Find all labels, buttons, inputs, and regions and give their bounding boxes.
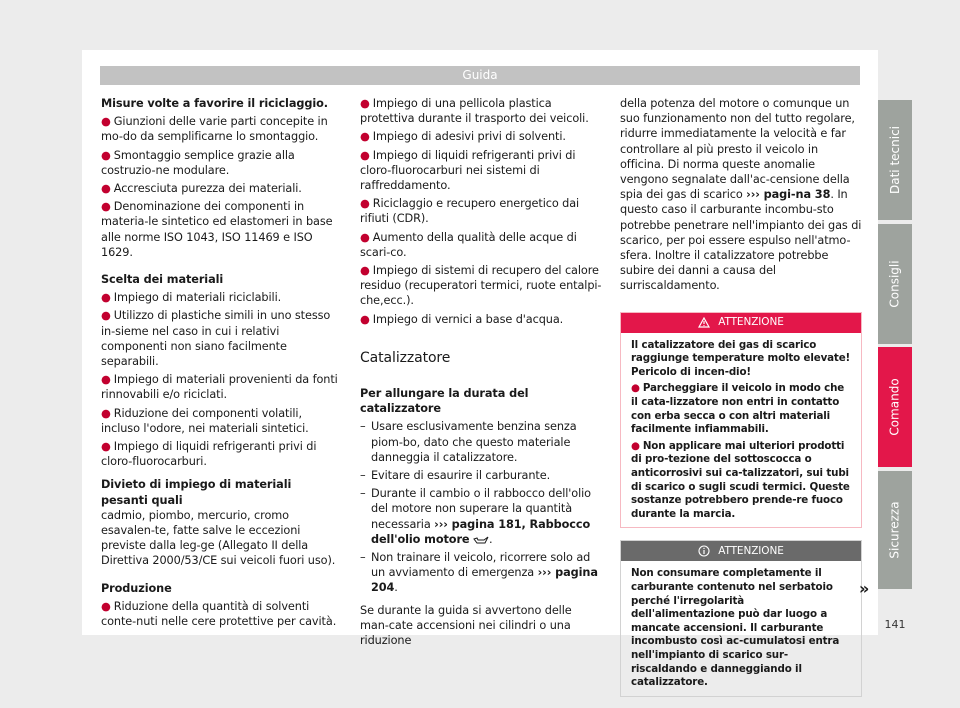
warning-box-fire: [620, 312, 862, 529]
list-item: ● Impiego di materiali provenienti da fonti rinnovabili e/o riciclati.: [101, 373, 338, 402]
heading-heavy-metals: Divieto di impiego di materiali pesanti quali: [101, 478, 292, 507]
list-item: ● Utilizzo di plastiche simili in uno stesso in-sieme nel caso in cui i relativi componenti non siano facilmente separabili.: [101, 309, 331, 369]
paragraph-misfire: Se durante la guida si avvertono delle man-cate accensioni nei cilindri o una riduzione: [360, 603, 572, 648]
tab-sicurezza[interactable]: Sicurezza: [878, 471, 912, 589]
continue-mark: »: [859, 579, 870, 598]
bullet-icon: ●: [360, 148, 370, 162]
list-item: ● Impiego di vernici a base d'acqua.: [360, 312, 564, 326]
section-title-catalyst: Catalizzatore: [360, 349, 451, 366]
link-page-38[interactable]: ››› pagi-na 38: [746, 188, 831, 202]
list-item: – Evitare di esaurire il carburante.: [360, 469, 551, 483]
warning-body: [621, 333, 861, 528]
bullet-icon: ●: [101, 200, 111, 214]
list-item: ● Riduzione della quantità di solventi conte-nuti nelle cere protettive per cavità.: [101, 599, 337, 629]
column-3: [620, 96, 862, 697]
list-item: ● Giunzioni delle varie parti concepite in mo-do da semplificarne lo smontaggio.: [101, 115, 328, 144]
list-item: ● Accresciuta purezza dei materiali.: [101, 182, 302, 196]
tab-dati-tecnici[interactable]: Dati tecnici: [878, 100, 912, 220]
list-item: ● Aumento della qualità delle acque di scari-co.: [360, 230, 577, 259]
column-2: [360, 96, 602, 648]
bullet-icon: ●: [101, 148, 111, 162]
info-circle-icon: [698, 545, 710, 557]
list-item: – Usare esclusivamente benzina senza piom-bo, dato che questo materiale danneggia il catalizzatore.: [360, 420, 577, 464]
link-emergency-start[interactable]: ››› pagina 204: [371, 566, 598, 595]
bullet-icon: ●: [101, 182, 111, 196]
list-item: ● Impiego di materiali riciclabili.: [101, 291, 282, 305]
list-item: ● Impiego di liquidi refrigeranti privi di cloro-fluorocarburi nei sistemi di raffreddamento.: [360, 148, 576, 193]
warning-label: ATTENZIONE: [718, 316, 784, 329]
list-item: ● Parcheggiare il veicolo in modo che il cata-lizzatore non entri in contatto con erba secca o con altri materiali facilmente infiammabili.: [631, 382, 845, 436]
warning-label: ATTENZIONE: [718, 544, 784, 557]
list-item: ● Denominazione dei componenti in materia-le sintetico ed elastomeri in base alle norme ISO 1043, ISO 11469 e ISO 1629.: [101, 200, 333, 259]
paragraph-engine-performance: della potenza del motore o comunque un suo funzionamento non del tutto regolare, ridurre immediatamente la velocità e far controllare al più presto il veicolo in officina. Di norma queste anomalie vengono segnalate dall'ac-censione della spia dei gas di scarico ››› pagi-na 38. In questo caso il carburante incombu-sto potrebbe penetrare nell'impianto dei gas di scarico, per poi essere espulso nell'atmo-sfera. Inoltre il catalizzatore potrebbe subire dei danni a causa del surriscaldamento.: [620, 97, 862, 293]
bullet-icon: ●: [101, 373, 111, 387]
column-1: [101, 96, 341, 629]
bullet-icon: ●: [101, 115, 111, 129]
list-item: ● Riciclaggio e recupero energetico dai rifiuti (CDR).: [360, 197, 580, 226]
bullet-icon: ●: [360, 130, 370, 144]
tab-comando[interactable]: Comando: [878, 347, 912, 467]
list-item: – Non trainare il veicolo, ricorrere solo ad un avviamento di emergenza ››› pagina 204.: [360, 551, 598, 595]
warning-header: [621, 313, 861, 333]
page-number: 141: [884, 618, 906, 631]
tab-consigli[interactable]: Consigli: [878, 224, 912, 344]
list-item: ● Impiego di sistemi di recupero del calore residuo (recuperatori termici, ruote entalpi-che,ecc.).: [360, 264, 602, 308]
bullet-icon: ●: [631, 439, 640, 452]
bullet-icon: ●: [360, 230, 370, 244]
bullet-icon: ●: [101, 309, 111, 323]
warning-box-fuel: [620, 540, 862, 696]
list-item: ● Non applicare mai ulteriori prodotti di pro-tezione del sottoscocca o anticorrosivi sui ca-talizzatori, sui tubi di scarico o sugli scudi termici. Queste sostanze potrebbero prende-re fuoco durante la marcia.: [631, 439, 850, 520]
bullet-icon: ●: [101, 291, 111, 305]
heading-catalyst-life: Per allungare la durata del catalizzatore: [360, 387, 529, 416]
list-item: ● Riduzione dei componenti volatili, incluso l'odore, nei materiali sintetici.: [101, 406, 309, 435]
bullet-icon: ●: [360, 97, 370, 110]
link-oil-refill[interactable]: ››› pagina 181, Rabbocco dell'olio motore: [371, 517, 591, 546]
bullet-icon: ●: [101, 406, 111, 420]
list-item: ● Smontaggio semplice grazie alla costruzio-ne modulare.: [101, 148, 295, 177]
bullet-icon: ●: [360, 312, 370, 326]
warning-body: Non consumare completamente il carburante contenuto nel serbatoio perché l'irregolarità dell'alimentazione può dar luogo a mancate accensioni. Il carburante incombusto così ac-cumulatosi entra nell'impianto di scarico sur-riscaldando e danneggiando il catalizzatore.: [631, 567, 840, 689]
list-item: – Durante il cambio o il rabbocco dell'olio del motore non superare la quantità necessaria ››› pagina 181, Rabbocco dell'olio motore .: [360, 487, 591, 546]
warning-intro: Il catalizzatore dei gas di scarico raggiunge temperature molto elevate! Pericolo di incen-dio!: [631, 338, 851, 378]
list-item: ● Impiego di liquidi refrigeranti privi di cloro-fluorocarburi.: [101, 440, 317, 469]
bullet-icon: ●: [631, 382, 640, 395]
oil-can-icon: [473, 535, 489, 544]
paragraph-heavy-metals: cadmio, piombo, mercurio, cromo esavalen-te, fatte salve le eccezioni previste dalla leg-ge (Allegato II della Direttiva 2000/53/CE sui veicoli fuori uso).: [101, 508, 336, 568]
list-item: ● Impiego di adesivi privi di solventi.: [360, 130, 566, 144]
heading-production: Produzione: [101, 581, 172, 595]
bullet-icon: ●: [360, 264, 370, 278]
bullet-icon: ●: [101, 440, 111, 454]
heading-recycling: Misure volte a favorire il riciclaggio.: [101, 97, 328, 110]
page-header: Guida: [100, 66, 860, 85]
heading-materials: Scelta dei materiali: [101, 273, 224, 287]
list-item: ● Impiego di una pellicola plastica protettiva durante il trasporto dei veicoli.: [360, 97, 589, 126]
bullet-icon: ●: [101, 599, 111, 613]
bullet-icon: ●: [360, 197, 370, 211]
warning-header: [621, 541, 861, 561]
warning-triangle-icon: [698, 317, 710, 328]
